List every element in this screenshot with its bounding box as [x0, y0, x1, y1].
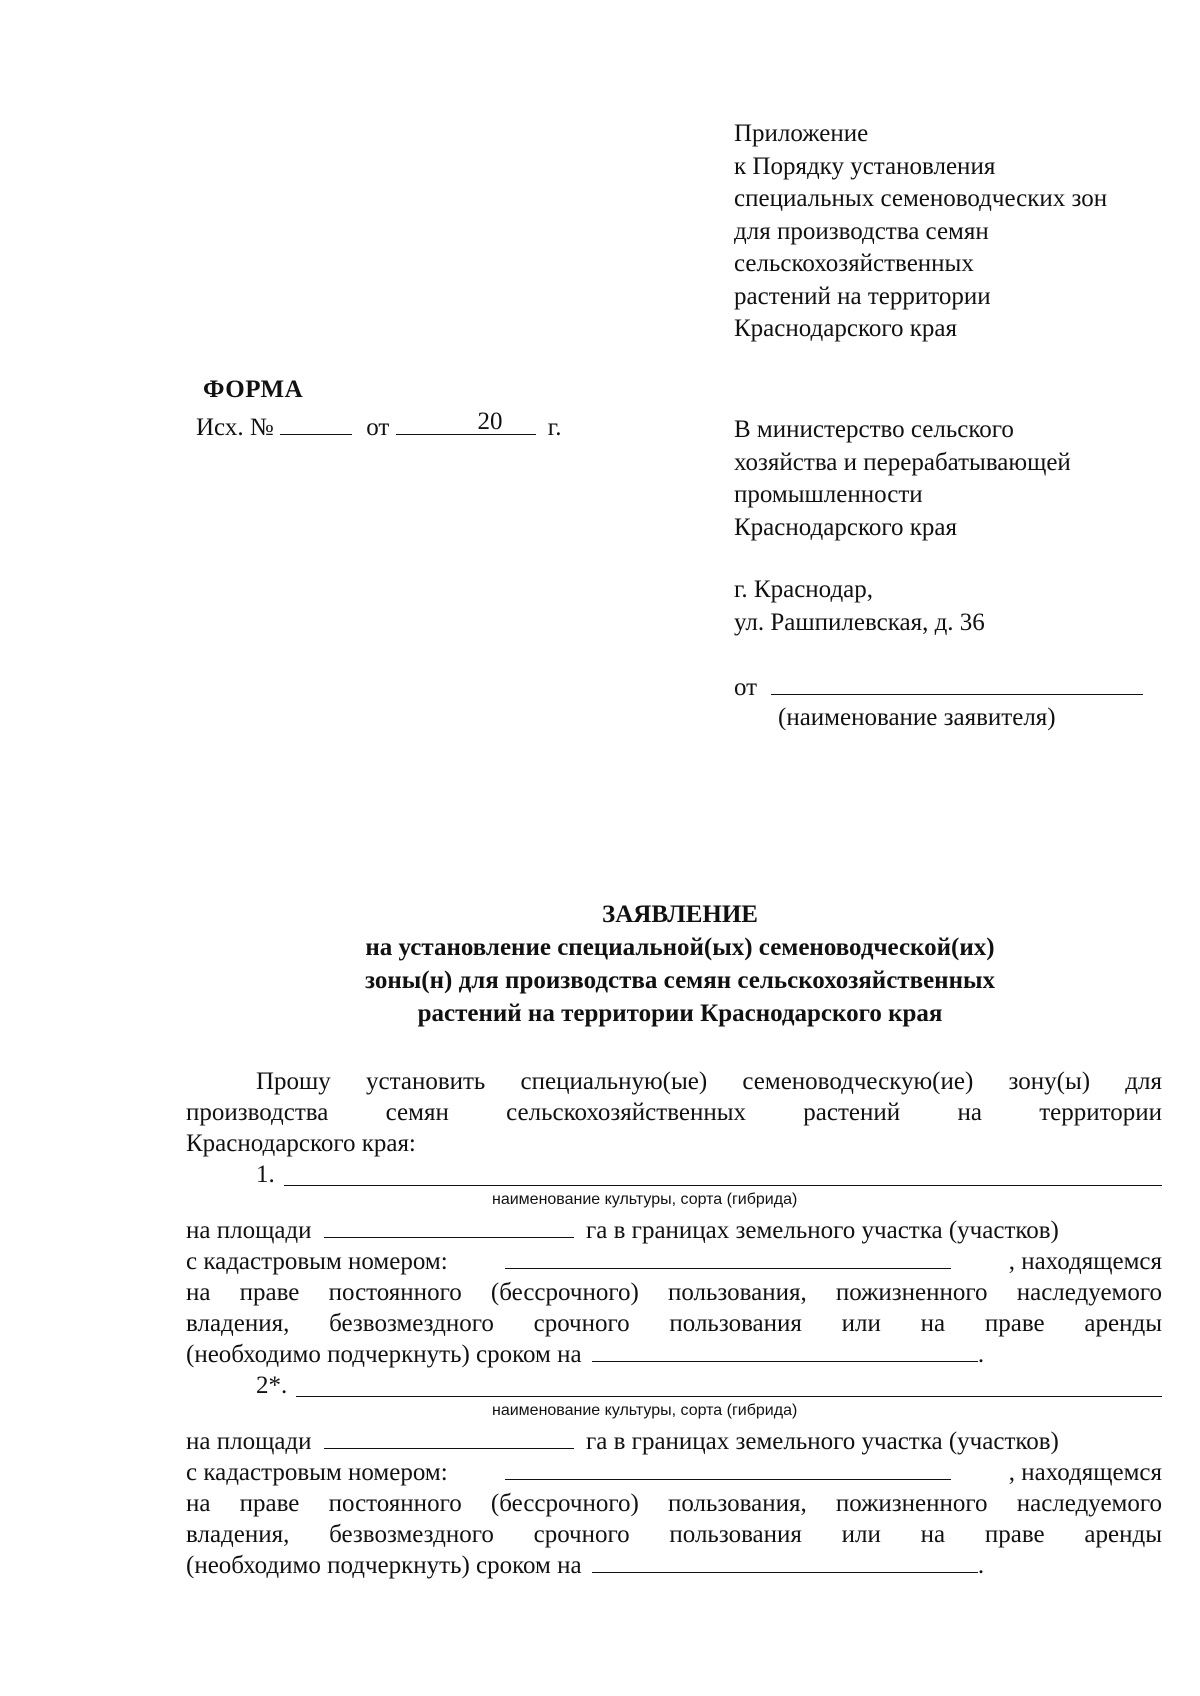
appendix-line: специальных семеноводческих зон [734, 185, 1108, 212]
crop-caption: наименование культуры, сорта (гибрида) [492, 1402, 798, 1419]
term-prefix: (необходимо подчеркнуть) сроком на [186, 1552, 582, 1579]
area-field[interactable] [324, 1215, 574, 1238]
rights-line: владения, безвозмездного срочного пользования или на праве аренды [186, 1310, 1162, 1337]
crop-name-field[interactable] [284, 1185, 1162, 1186]
outgoing-from-label: от [366, 414, 390, 441]
address-line: ул. Рашпилевская, д. 36 [734, 608, 985, 636]
area-line [186, 1215, 1162, 1246]
term-field[interactable] [592, 1339, 978, 1362]
appendix-line: к Порядку установления [734, 152, 996, 180]
title-line: на установление специальной(ых) семеноводческой(их) [365, 934, 995, 961]
appendix-block [734, 118, 1174, 346]
appendix-line: сельскохозяйственных [734, 250, 974, 277]
address-line: г. Краснодар, [734, 576, 874, 603]
intro-line-3: Краснодарского края: [186, 1130, 416, 1157]
area-suffix: га в границах земельного участка (участков) [586, 1428, 1059, 1455]
outgoing-date-field[interactable] [396, 408, 503, 435]
rights-line: владения, безвозмездного срочного пользования или на праве аренды [186, 1521, 1162, 1548]
term-prefix: (необходимо подчеркнуть) сроком на [186, 1341, 582, 1368]
outgoing-prefix: Исх. № [196, 414, 274, 441]
cadastral-prefix: с кадастровым номером: [186, 1248, 448, 1275]
addressee-block [734, 414, 1174, 544]
rights-line: на праве постоянного (бессрочного) пользования, пожизненного наследуемого [186, 1490, 1162, 1517]
cadastral-line [186, 1246, 1162, 1277]
crop-name-field[interactable] [296, 1396, 1162, 1397]
applicant-line [734, 672, 1143, 704]
term-line [186, 1339, 984, 1370]
intro-line-1: Прошу установить специальную(ые) семеноводческую(ие) зону(ы) для [256, 1068, 1162, 1095]
appendix-line: Краснодарского края [734, 315, 957, 342]
area-prefix: на площади [186, 1428, 312, 1455]
term-suffix: . [977, 1552, 985, 1579]
appendix-line: Приложение [734, 120, 869, 147]
applicant-caption: (наименование заявителя) [778, 704, 1056, 731]
outgoing-number-line [196, 408, 562, 444]
appendix-line: растений на территории [734, 282, 991, 310]
title-line: растений на территории Краснодарского края [417, 1000, 943, 1027]
intro-line-2: производства семян сельскохозяйственных растений на территории [186, 1099, 1162, 1126]
addressee-line: В министерство сельского [734, 416, 1014, 443]
cadastral-suffix: , находящемся [1008, 1248, 1162, 1275]
area-prefix: на площади [186, 1217, 312, 1244]
applicant-name-field[interactable] [771, 672, 1143, 695]
outgoing-year: 20 [477, 408, 503, 435]
title-line: зоны(н) для производства семян сельскохозяйственных [364, 967, 996, 994]
title-line: ЗАЯВЛЕНИЕ [602, 901, 758, 928]
form-title: ФОРМА [203, 376, 304, 403]
crop-caption: наименование культуры, сорта (гибрида) [492, 1191, 798, 1208]
item-number: 2*. [256, 1372, 288, 1399]
from-label: от [734, 674, 758, 701]
rights-line: на праве постоянного (бессрочного) пользования, пожизненного наследуемого [186, 1279, 1162, 1306]
cadastral-field[interactable] [505, 1246, 951, 1269]
cadastral-field[interactable] [505, 1457, 951, 1480]
document-title [180, 898, 1180, 1030]
addressee-line: хозяйства и перерабатывающей [734, 448, 1071, 476]
addressee-line: Краснодарского края [734, 513, 957, 541]
outgoing-suffix: г. [547, 414, 562, 441]
appendix-line: для производства семян [734, 217, 989, 245]
outgoing-number-field[interactable] [280, 412, 352, 435]
cadastral-line [186, 1457, 1162, 1488]
term-suffix: . [977, 1341, 985, 1368]
cadastral-suffix: , находящемся [1008, 1459, 1162, 1486]
addressee-line: промышленности [734, 481, 923, 508]
area-line [186, 1426, 1162, 1457]
term-field[interactable] [592, 1550, 978, 1573]
term-line [186, 1550, 984, 1581]
area-suffix: га в границах земельного участка (участков) [586, 1217, 1059, 1244]
item-number: 1. [256, 1161, 275, 1188]
cadastral-prefix: с кадастровым номером: [186, 1459, 448, 1486]
area-field[interactable] [324, 1426, 574, 1449]
address-block [734, 574, 985, 639]
